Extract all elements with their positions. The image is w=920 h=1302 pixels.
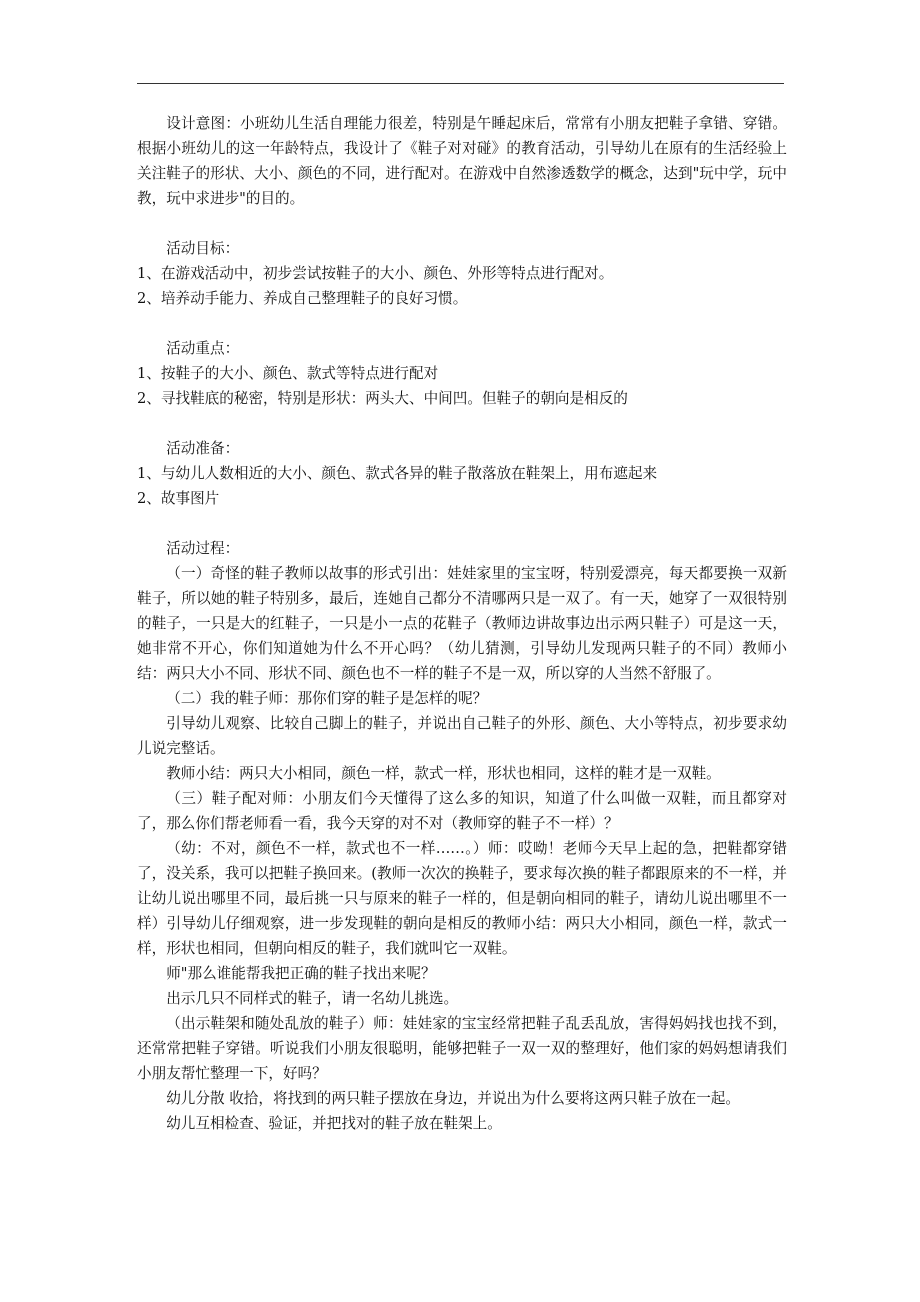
process-paragraph: 幼儿分散 收拾，将找到的两只鞋子摆放在身边，并说出为什么要将这两只鞋子放在一起。: [166, 1090, 740, 1107]
process-paragraph: （出示鞋架和随处乱放的鞋子）师：娃娃家的宝宝经常把鞋子乱丢乱放，害得妈妈找也找不到，还常常把鞋子穿错。听说我们小朋友很聪明，能够把鞋子一双一双的整理好，他们家的妈妈想请我们小朋友帮忙整理一下，好吗？: [137, 1015, 787, 1082]
process-paragraph: 幼儿互相检查、验证，并把找对的鞋子放在鞋架上。: [166, 1115, 502, 1132]
list-item: 2、故事图片: [137, 490, 220, 507]
spacer: [137, 211, 787, 236]
section-key-points: [137, 336, 787, 411]
process-paragraph: 出示几只不同样式的鞋子，请一名幼儿挑选。: [166, 990, 459, 1007]
section-goals: [137, 236, 787, 311]
list-item: 1、在游戏活动中，初步尝试按鞋子的大小、颜色、外形等特点进行配对。: [137, 265, 614, 282]
section-heading: 活动过程：: [166, 540, 240, 557]
process-paragraph: （三）鞋子配对师：小朋友们今天懂得了这么多的知识，知道了什么叫做一双鞋，而且都穿对了，那么你们帮老师看一看，我今天穿的对不对（教师穿的鞋子不一样）？: [137, 790, 787, 832]
spacer: [137, 511, 787, 536]
section-preparation: [137, 436, 787, 511]
process-paragraph: （一）奇怪的鞋子教师以故事的形式引出：娃娃家里的宝宝呀，特别爱漂亮，每天都要换一双新鞋子，所以她的鞋子特别多，最后，连她自己都分不清哪两只是一双了。有一天，她穿了一双很特别的鞋子，一只是大的红鞋子，一只是小一点的花鞋子（教师边讲故事边出示两只鞋子）可是这一天，她非常不开心，你们知道她为什么不开心吗？（幼儿猜测，引导幼儿发现两只鞋子的不同）教师小结：两只大小不同、形状不同、颜色也不一样的鞋子不是一双，所以穿的人当然不舒服了。: [137, 565, 787, 682]
intro-paragraph: 设计意图：小班幼儿生活自理能力很差，特别是午睡起床后，常常有小朋友把鞋子拿错、穿错。根据小班幼儿的这一年龄特点，我设计了《鞋子对对碰》的教育活动，引导幼儿在原有的生活经验上关注鞋子的形状、大小、颜色的不同，进行配对。在游戏中自然渗透数学的概念，达到"玩中学，玩中教，玩中求进步"的目的。: [137, 115, 787, 207]
list-item: 1、按鞋子的大小、颜色、款式等特点进行配对: [137, 365, 439, 382]
process-paragraph: 师"那么谁能帮我把正确的鞋子找出来呢？: [166, 965, 436, 982]
spacer: [137, 411, 787, 436]
spacer: [137, 311, 787, 336]
process-paragraph: （二）我的鞋子师：那你们穿的鞋子是怎样的呢？: [166, 690, 488, 707]
section-heading: 活动重点：: [166, 340, 240, 357]
list-item: 2、培养动手能力、养成自己整理鞋子的良好习惯。: [137, 290, 468, 307]
list-item: 2、寻找鞋底的秘密，特别是形状：两头大、中间凹。但鞋子的朝向是相反的: [137, 390, 628, 407]
section-process: [137, 536, 787, 1136]
header-rule: [137, 83, 784, 84]
document-body: [137, 111, 787, 1136]
process-paragraph: 引导幼儿观察、比较自己脚上的鞋子，并说出自己鞋子的外形、颜色、大小等特点，初步要求幼儿说完整话。: [137, 715, 787, 757]
process-paragraph: （幼：不对，颜色不一样，款式也不一样……。）师：哎呦！老师今天早上起的急，把鞋都穿错了，没关系，我可以把鞋子换回来。(教师一次次的换鞋子，要求每次换的鞋子都跟原来的不一样，并让幼儿说出哪里不同，最后挑一只与原来的鞋子一样的，但是朝向相同的鞋子，请幼儿说出哪里不一样）引导幼儿仔细观察，进一步发现鞋的朝向是相反的教师小结：两只大小相同，颜色一样，款式一样，形状也相同，但朝向相反的鞋子，我们就叫它一双鞋。: [137, 840, 787, 957]
process-paragraph: 教师小结：两只大小相同，颜色一样，款式一样，形状也相同，这样的鞋才是一双鞋。: [166, 765, 721, 782]
list-item: 1、与幼儿人数相近的大小、颜色、款式各异的鞋子散落放在鞋架上，用布遮起来: [137, 465, 658, 482]
section-heading: 活动准备：: [166, 440, 240, 457]
section-heading: 活动目标：: [166, 240, 240, 257]
